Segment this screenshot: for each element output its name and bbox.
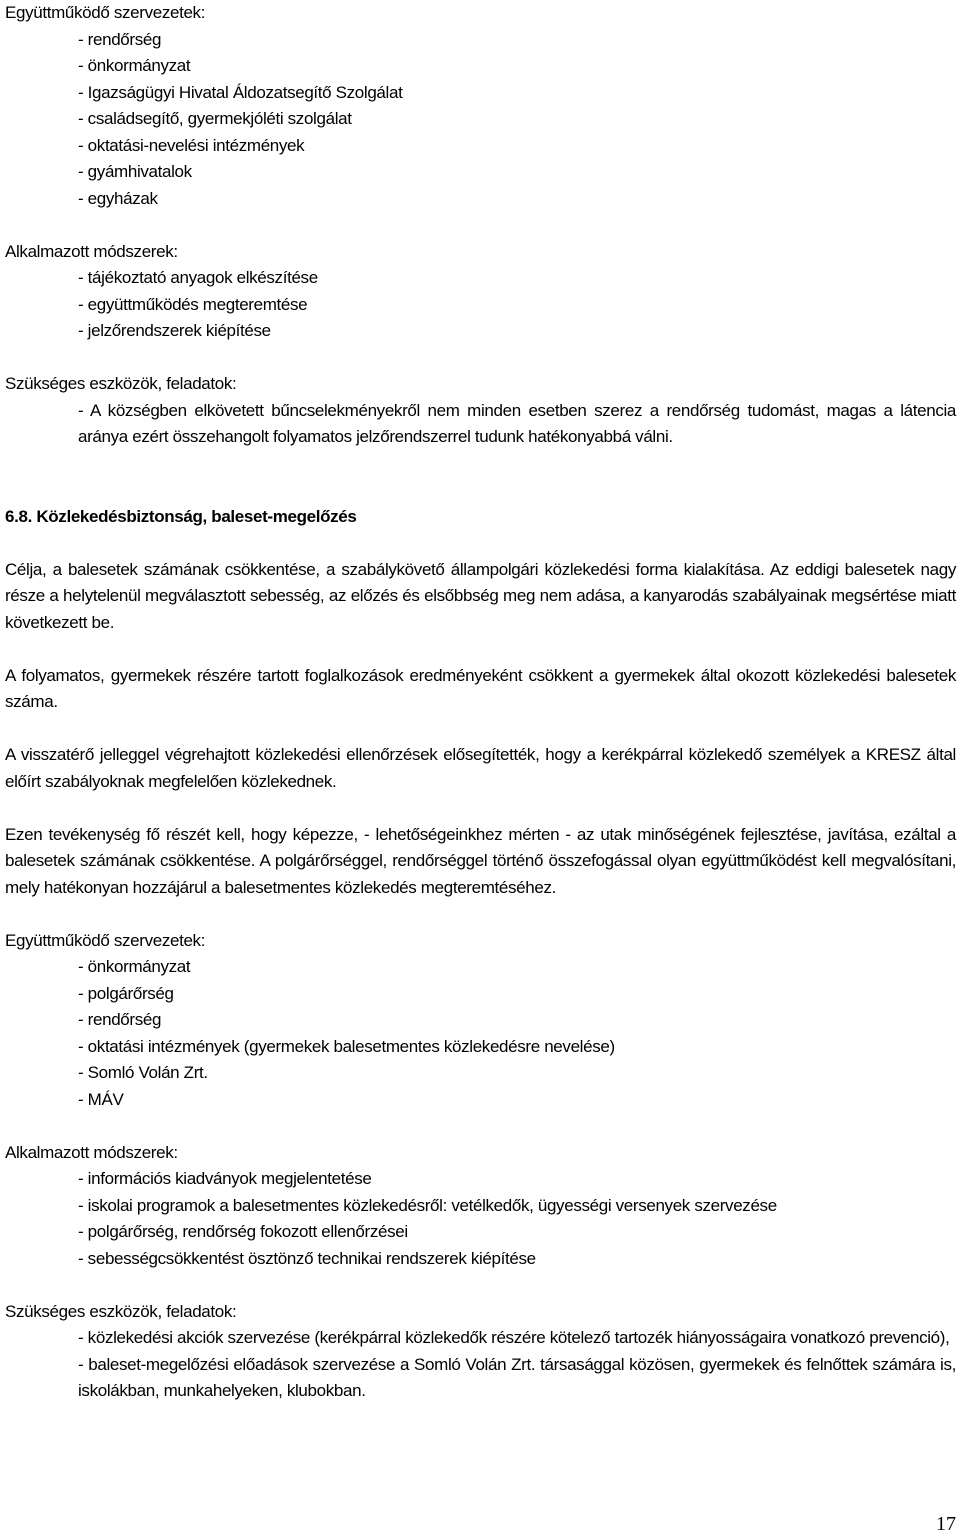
paragraph-road-quality: Ezen tevékenység fő részét kell, hogy képezze, - lehetőségeinkhez mérten - az utak minőségének fejlesztése, javítása, ezáltal a balesetek számának csökkentése. A polgárőrséggel, rendőrséggel történő összefogással olyan együttműködést kell megvalósítani, mely hatékonyan hozzájárul a balesetmentes közlekedés megteremtéséhez. [5, 824, 956, 897]
list-item: - együttműködés megteremtése [78, 294, 308, 314]
list-item: - információs kiadványok megjelentetése [78, 1169, 372, 1188]
cooperating-organizations-list-1 [5, 27, 956, 213]
list-item: - A községben elkövetett bűncselekményekről nem minden esetben szerez a rendőrség tudomást, magas a látencia aránya ezért összehangolt folyamatos jelzőrendszerrel tudunk hatékonyabbá válni. [78, 400, 956, 446]
list-item: - közlekedési akciók szervezése (kerékpárral közlekedők részére kötelező tartozék hiányosságaira vonatkozó prevenció), [78, 1328, 950, 1347]
list-item: - gyámhivatalok [78, 162, 192, 181]
list-item: - Somló Volán Zrt. [78, 1063, 208, 1082]
list-item: - baleset-megelőzési előadások szervezése a Somló Volán Zrt. társasággal közösen, gyermekek és felnőttek számára is, iskolákban, munkahelyeken, klubokban. [78, 1354, 956, 1400]
list-item: - egyházak [78, 188, 158, 208]
list-item: - oktatási-nevelési intézmények [78, 135, 305, 155]
paragraph-purpose: Célja, a balesetek számának csökkentése, a szabálykövető állampolgári közlekedési forma kialakítása. Az eddigi balesetek nagy része a helytelenül megválasztott sebesség, az előzés és elsőbbség meg nem adása, a kanyarodás szabályainak megsértése miatt következett be. [5, 559, 956, 632]
applied-methods-list-2 [5, 1166, 956, 1272]
list-item: - MÁV [78, 1089, 124, 1109]
required-tools-label-2: Szükséges eszközök, feladatok: [5, 1301, 237, 1321]
list-item: - polgárőrség, rendőrség fokozott ellenőrzései [78, 1222, 408, 1241]
applied-methods-label-2: Alkalmazott módszerek: [5, 1142, 178, 1162]
list-item: - tájékoztató anyagok elkészítése [78, 268, 318, 287]
list-item: - iskolai programok a balesetmentes közlekedésről: vetélkedők, ügyességi versenyek szervezése [78, 1195, 777, 1215]
list-item: - jelzőrendszerek kiépítése [78, 321, 271, 340]
list-item: - önkormányzat [78, 56, 191, 75]
cooperating-organizations-list-2 [5, 954, 956, 1113]
list-item: - sebességcsökkentést ösztönző technikai rendszerek kiépítése [78, 1248, 536, 1268]
cooperating-organizations-label-2: Együttműködő szervezetek: [5, 930, 206, 950]
required-tools-list-2 [5, 1325, 956, 1405]
list-item: - rendőrség [78, 1010, 162, 1029]
section-title: 6.8. Közlekedésbiztonság, baleset-megelőzés [5, 506, 357, 526]
list-item: - önkormányzat [78, 957, 191, 976]
list-item: - rendőrség [78, 29, 162, 49]
paragraph-traffic-checks: A visszatérő jelleggel végrehajtott közlekedési ellenőrzések elősegítették, hogy a kerékpárral közlekedő személyek a KRESZ által előírt szabályoknak megfelelően közlekednek. [5, 745, 956, 791]
document-page [5, 0, 956, 1405]
page-number: 17 [936, 1513, 956, 1535]
list-item: - oktatási intézmények (gyermekek balesetmentes közlekedésre nevelése) [78, 1036, 615, 1056]
required-tools-list-1 [5, 398, 956, 451]
list-item: - családsegítő, gyermekjóléti szolgálat [78, 109, 352, 128]
list-item: - polgárőrség [78, 983, 174, 1003]
cooperating-organizations-label-1: Együttműködő szervezetek: [5, 3, 206, 22]
applied-methods-label-1: Alkalmazott módszerek: [5, 241, 178, 261]
required-tools-label-1: Szükséges eszközök, feladatok: [5, 374, 237, 393]
applied-methods-list-1 [5, 265, 956, 345]
list-item: - Igazságügyi Hivatal Áldozatsegítő Szolgálat [78, 82, 403, 102]
paragraph-children-sessions: A folyamatos, gyermekek részére tartott foglalkozások eredményeként csökkent a gyermekek által okozott közlekedési balesetek száma. [5, 665, 956, 711]
